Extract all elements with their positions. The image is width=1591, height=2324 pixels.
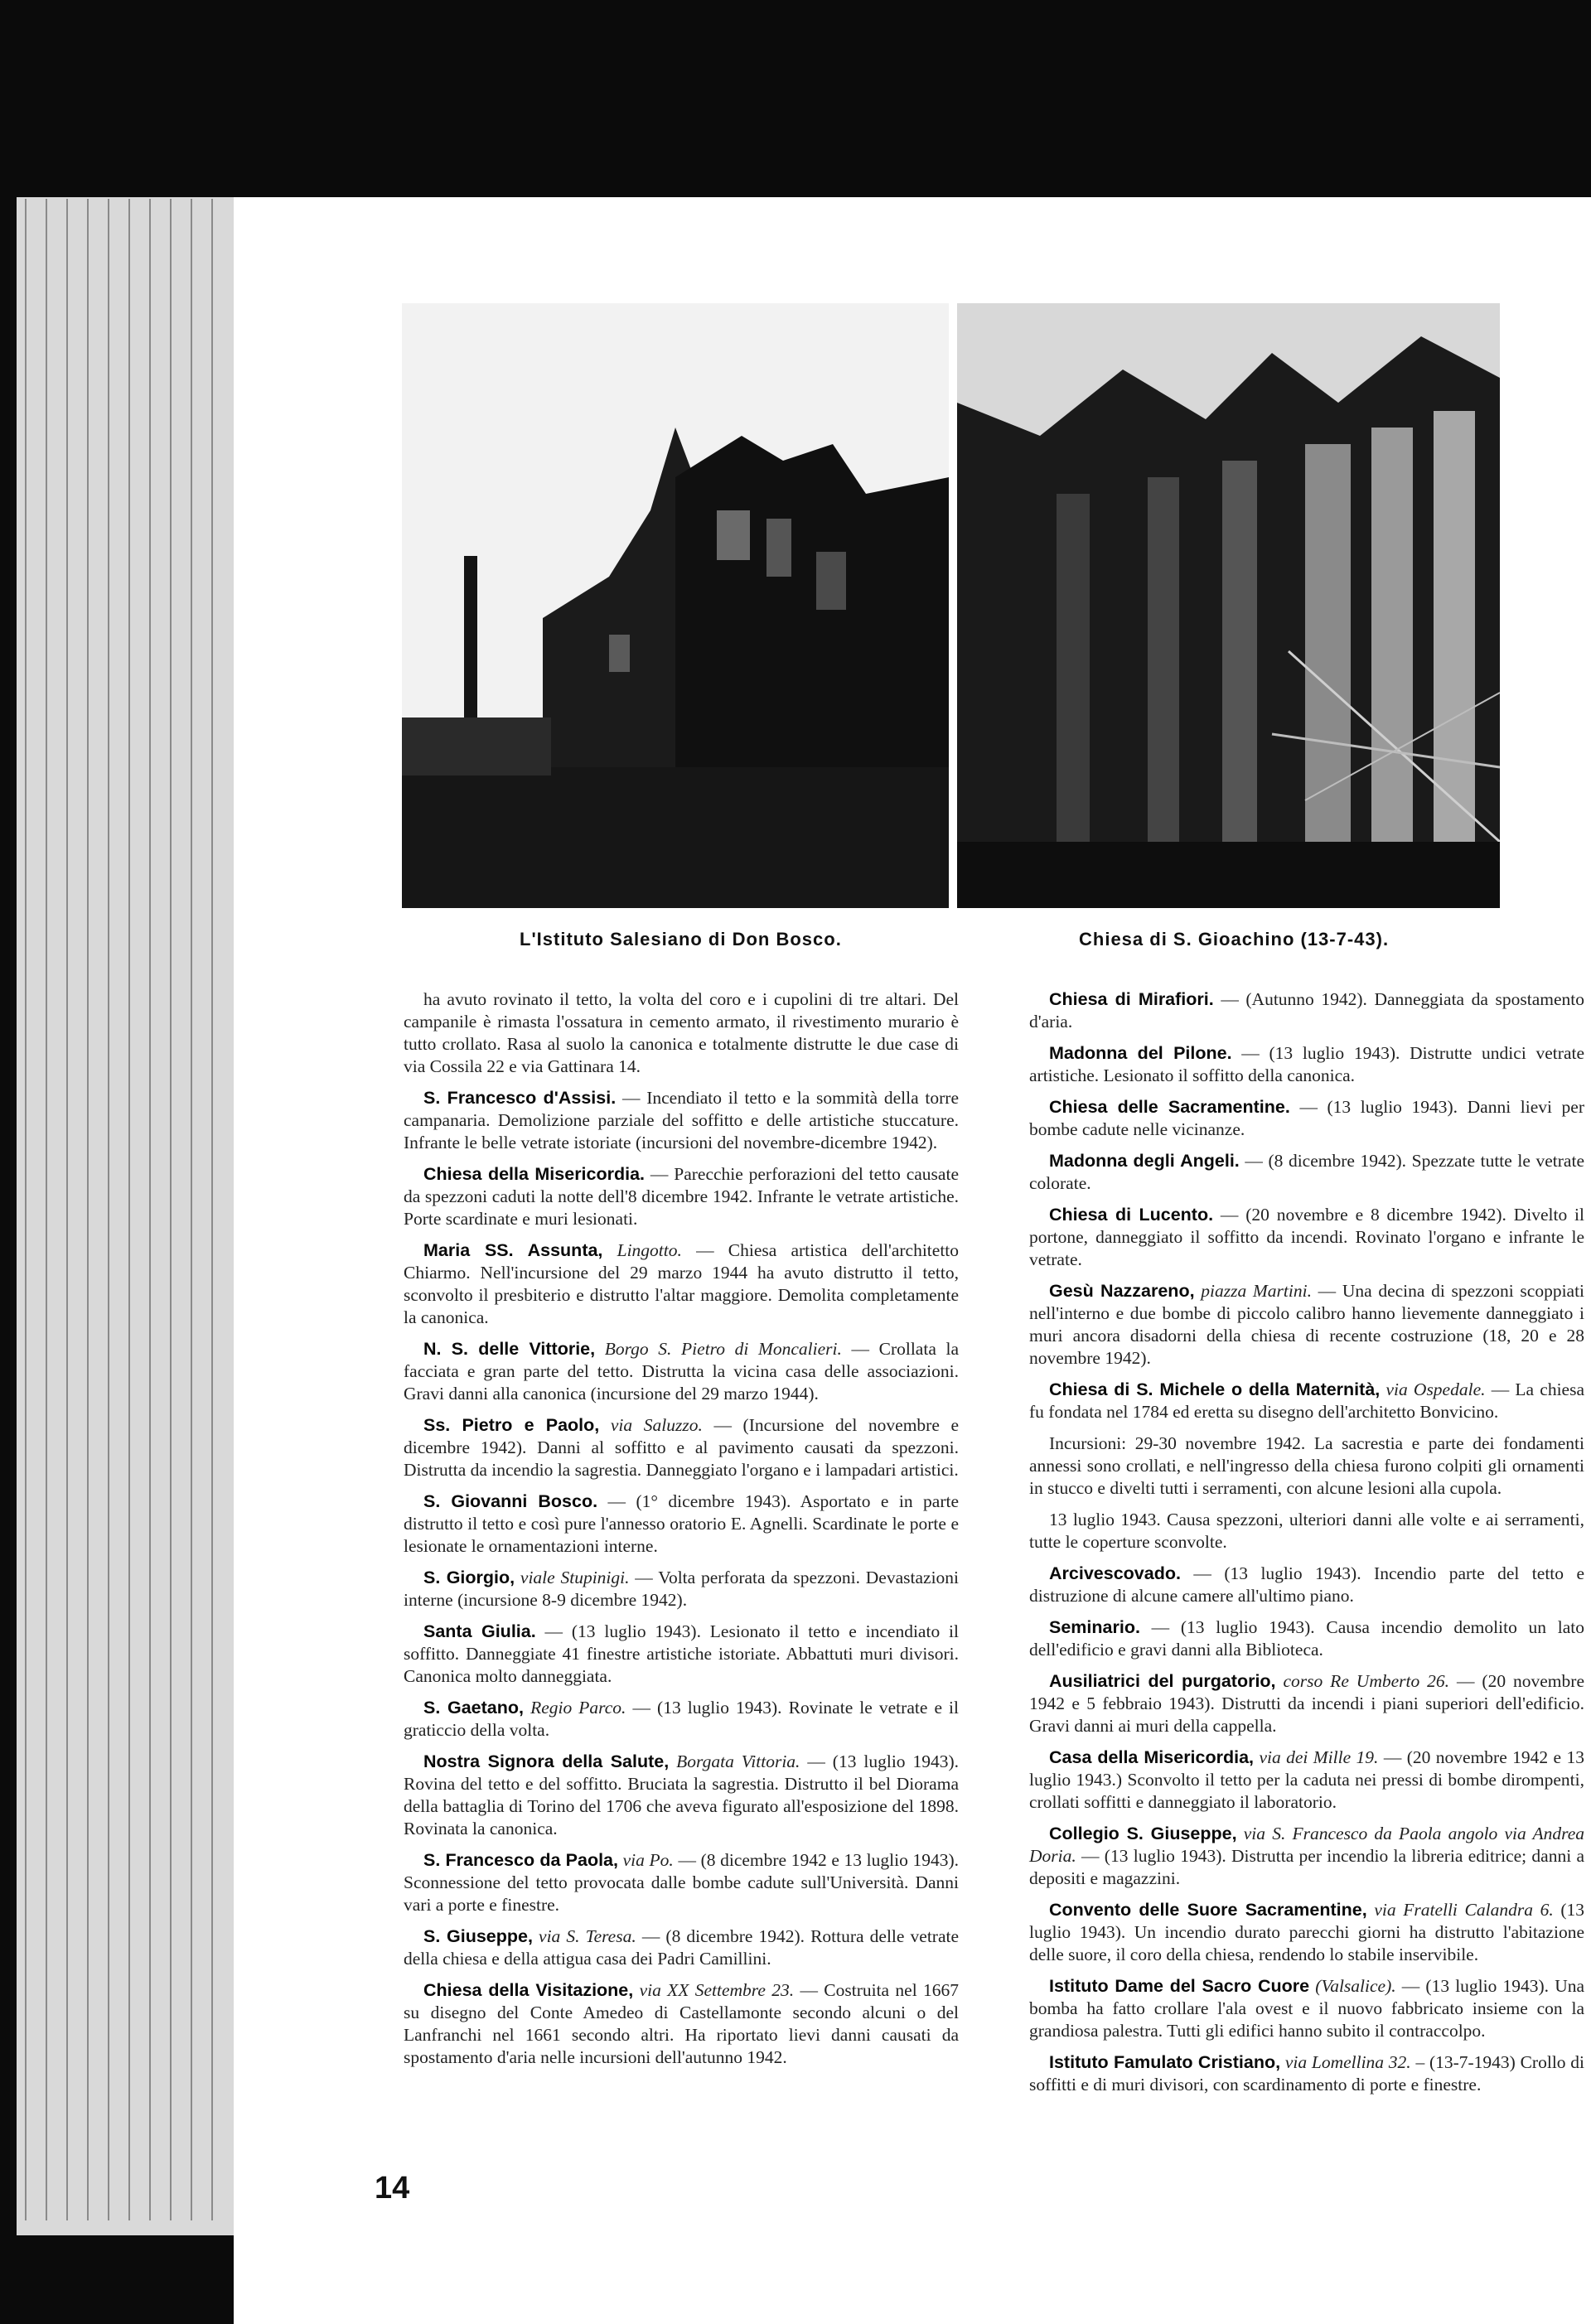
page-edge-line [191,199,192,2220]
entry-text: — (20 novembre e 8 dicembre 1942). Divelto il portone, danneggiato il soffitto da incendi. Rovinato l'organo e infrante le vetrate. [1029,1205,1585,1269]
entry-paragraph [404,1338,959,1405]
entry-paragraph [404,1567,959,1611]
entry-title: Casa della Misericordia, [1049,1747,1255,1767]
entry-paragraph [404,1621,959,1688]
entry-location: via Lomellina 32. [1284,2052,1411,2072]
page-edge-line [170,199,172,2220]
entry-location: Borgo S. Pietro di Moncalieri. [604,1339,842,1359]
entry-title: Istituto Famulato Cristiano, [1049,2052,1281,2072]
entry-text: — (13 luglio 1943). Distrutta per incendio la libreria editrice; danni a depositi e magazzini. [1029,1846,1585,1888]
entry-location: Lingotto. [617,1240,682,1260]
entry-location: piazza Martini. [1201,1281,1312,1301]
entry-text: — (13 luglio 1943). Una bomba ha fatto crollare l'ala ovest e il nuovo fabbricato insieme con la grandiosa palestra. Tutti gli edifici hanno subito il contraccolpo. [1029,1976,1585,2041]
entry-paragraph [404,1239,959,1329]
entry-paragraph [1029,1563,1584,1607]
book-shadow-top [0,0,1591,197]
entry-text: – (13-7-1943) Crollo di soffitti e di muri divisori, con scardinamento di porte e finestre. [1029,2052,1585,2094]
entry-location: via Fratelli Calandra 6. [1374,1900,1554,1920]
entry-text: — (8 dicembre 1942). Rottura delle vetrate della chiesa e della attigua casa dei Padri Camillini. [404,1926,960,1969]
entry-title: Chiesa della Visitazione, [423,1980,634,2000]
entry-title: N. S. delle Vittorie, [423,1339,596,1359]
page-number: 14 [375,2171,410,2206]
entry-paragraph [1029,1616,1584,1661]
entry-title: Gesù Nazzareno, [1049,1281,1195,1301]
entry-location: viale Stupinigi. [520,1568,630,1587]
entry-title: Istituto Dame del Sacro Cuore [1049,1976,1310,1996]
entry-paragraph [1029,1509,1584,1553]
entry-text: — Costruita nel 1667 su disegno del Conte Amedeo di Castellamonte secondo alcuni o del Lanfranchi nel 1661 secondo altri. Ha riportato lievi danni causati da spostamento d'aria nelle incursioni dell'autunno 1942. [404,1980,959,2067]
entry-text: — (8 dicembre 1942 e 13 luglio 1943). Sconnessione del tetto provocata dalle bombe cadute sull'Università. Danni vari a porte e finestre. [404,1850,960,1915]
page-edge-line [46,199,47,2220]
entry-title: Ausiliatrici del purgatorio, [1049,1671,1276,1691]
entry-title: Madonna degli Angeli. [1049,1151,1240,1171]
entry-text: — (13 luglio 1943). Rovinate le vetrate e il graticcio della volta. [404,1698,960,1740]
entry-text: — (8 dicembre 1942). Spezzate tutte le vetrate colorate. [1029,1151,1584,1193]
page-edges [17,197,234,2235]
entry-paragraph [1029,1747,1584,1814]
entry-text: (13 luglio 1943). Un incendio durato parecchi giorni ha distrutto l'abitazione delle suore, il coro della chiesa, rendendo lo stabile inservibile. [1029,1900,1584,1964]
photo-strip [402,303,1500,908]
entry-title: Ss. Pietro e Paolo, [423,1415,600,1435]
entry-title: S. Gaetano, [423,1698,524,1718]
entry-location: (Valsalice). [1315,1976,1396,1996]
entry-text: — (13 luglio 1943). Danni lievi per bombe cadute nelle vicinanze. [1029,1097,1584,1139]
book-page [234,197,1591,2324]
entry-location: via dei Mille 19. [1259,1747,1379,1767]
entry-text: Incursioni: 29-30 novembre 1942. La sacrestia e parte dei fondamenti annessi sono crollati, e nell'ingresso della chiesa furono colpiti gli ornamenti in stucco e divelti tutti i serramenti, con alcune lesioni alla cupola. [1029,1433,1584,1498]
entry-title: S. Francesco da Paola, [423,1850,618,1870]
left-photo-caption: L'Istituto Salesiano di Don Bosco. [520,929,842,949]
entry-paragraph [404,1163,959,1230]
page-edge-line [87,199,89,2220]
entry-text: — (1° dicembre 1943). Asportato e in parte distrutto il tetto e così pure l'annesso oratorio E. Agnelli. Scardinate le porte e lesionate le ornamentazioni interne. [404,1491,960,1556]
entry-text: — (Autunno 1942). Danneggiata da spostamento d'aria. [1029,989,1585,1032]
page-edge-line [211,199,213,2220]
entry-title: Arcivescovado. [1049,1563,1181,1583]
entry-title: Chiesa delle Sacramentine. [1049,1097,1290,1117]
entry-text: — (13 luglio 1943). Incendio parte del tetto e distruzione di alcune camere all'ultimo piano. [1029,1563,1585,1606]
entry-paragraph [1029,1433,1584,1500]
entry-paragraph [404,1751,959,1840]
entry-location: via XX Settembre 23. [639,1980,795,2000]
entry-title: Collegio S. Giuseppe, [1049,1824,1237,1843]
entry-text: — (13 luglio 1943). Rovina del tetto e del soffitto. Bruciata la sagrestia. Distrutto il bel Diorama della battaglia di Torino del 1706 che aveva figurato all'esposizione del 1898. Rovinata la canonica. [404,1751,960,1838]
entry-text: ha avuto rovinato il tetto, la volta del coro e i cupolini di tre altari. Del campanile è rimasta l'ossatura in cemento armato, il rivestimento murario è tutto crollato. Rasa al suolo la canonica e totalmente distrutte le due case di via Cossila 22 e via Gattinara 14. [404,989,959,1076]
entry-paragraph [404,1979,959,2069]
entry-title: S. Giuseppe, [423,1926,533,1946]
entry-title: Santa Giulia. [423,1621,536,1641]
entry-text: 13 luglio 1943. Causa spezzoni, ulteriori danni alle volte e ai serramenti, tutte le coperture sconvolte. [1029,1510,1584,1552]
entry-paragraph [1029,1975,1584,2042]
entry-paragraph [1029,1204,1584,1271]
entry-title: Maria SS. Assunta, [423,1240,603,1260]
entry-paragraph [404,1087,959,1154]
page-edge-line [66,199,68,2220]
entry-paragraph [1029,1096,1584,1141]
entry-text: — Chiesa artistica dell'architetto Chiarmo. Nell'incursione del 29 marzo 1944 ha avuto distrutto il tetto, sconvolto il presbiterio e distrutto l'altar maggiore. Demolita completamente la canonica. [404,1240,960,1327]
entry-location: via Po. [622,1850,674,1870]
entry-paragraph [1029,1823,1584,1890]
entry-title: Chiesa di S. Michele o della Maternità, [1049,1379,1381,1399]
entry-paragraph [1029,1042,1584,1087]
entry-location: via Ospedale. [1385,1379,1486,1399]
entry-paragraph [1029,1150,1584,1195]
entry-text: — (20 novembre 1942 e 13 luglio 1943.) Sconvolto il tetto per la caduta nei pressi di bombe dirompenti, crollati soffitti e danneggiato il laboratorio. [1029,1747,1585,1812]
page-edge-line [128,199,130,2220]
entry-location: via Saluzzo. [610,1415,703,1435]
entry-location: corso Re Umberto 26. [1283,1671,1450,1691]
entry-text: — La chiesa fu fondata nel 1784 ed eretta su disegno dell'architetto Bonvicino. [1029,1379,1584,1422]
entry-paragraph [404,988,959,1078]
ruined-church-interior-photo [957,303,1500,908]
entry-paragraph [404,1697,959,1742]
entry-text: — Una decina di spezzoni scoppiati nell'interno e due bombe di piccolo calibro hanno lievemente danneggiato i muri ancora disadorni della chiesa di recente costruzione (18, 20 e 28 novembre 1942). [1029,1281,1585,1368]
entry-location: Regio Parco. [530,1698,626,1718]
entry-text: — Volta perforata da spezzoni. Devastazioni interne (incursione 8-9 dicembre 1942). [404,1568,960,1610]
entry-title: Seminario. [1049,1617,1140,1637]
left-text-column [404,988,959,2078]
entry-text: — (13 luglio 1943). Lesionato il tetto e incendiato il soffitto. Danneggiate 41 finestre artistiche istoriate. Abbattuti muri divisori. Canonica molto danneggiata. [404,1621,959,1686]
entry-paragraph [404,1849,959,1916]
entry-paragraph [1029,1379,1584,1423]
entry-text: — (20 novembre 1942 e 5 febbraio 1943). Distrutti da incendi i piani superiori dell'edificio. Gravi danni ai muri della cappella. [1029,1671,1584,1736]
page-edge-line [25,199,27,2220]
entry-text: — Incendiato il tetto e la sommità della torre campanaria. Demolizione parziale del soffitto e delle artistiche stuccature. Infrante le belle vetrate istoriate (incursioni del novembre-dicembre 1942). [404,1088,959,1152]
entry-text: — Parecchie perforazioni del tetto causate da spezzoni caduti la notte dell'8 dicembre 1942. Infrante le vetrate artistiche. Porte scardinate e muri lesionati. [404,1164,959,1229]
ruined-building-photo [402,303,949,908]
right-photo-caption: Chiesa di S. Gioachino (13-7-43). [1079,929,1390,949]
entry-text: — (13 luglio 1943). Causa incendio demolito un lato dell'edificio e gravi danni alla Biblioteca. [1029,1617,1584,1660]
entry-title: Chiesa di Mirafiori. [1049,989,1214,1009]
entry-title: Madonna del Pilone. [1049,1043,1232,1063]
entry-title: S. Giorgio, [423,1568,515,1587]
entry-paragraph [1029,1899,1584,1966]
page-edge-line [149,199,151,2220]
entry-title: Chiesa di Lucento. [1049,1205,1214,1225]
entry-title: S. Francesco d'Assisi. [423,1088,617,1108]
entry-paragraph [1029,1670,1584,1737]
entry-paragraph [1029,988,1584,1033]
entry-text: — (Incursione del novembre e dicembre 1942). Danni al soffitto e al pavimento causati da spezzoni. Distrutta da incendio la sagrestia. Danneggiato l'organo e i lampadari artistici. [404,1415,960,1480]
entry-paragraph [1029,2051,1584,2096]
entry-title: Chiesa della Misericordia. [423,1164,646,1184]
entry-paragraph [404,1491,959,1558]
entry-title: Convento delle Suore Sacramentine, [1049,1900,1367,1920]
entry-location: via S. Teresa. [539,1926,636,1946]
entry-paragraph [404,1414,959,1481]
entry-title: S. Giovanni Bosco. [423,1491,598,1511]
entry-text: — (13 luglio 1943). Distrutte undici vetrate artistiche. Lesionato il soffitto della canonica. [1029,1043,1585,1085]
entry-title: Nostra Signora della Salute, [423,1751,670,1771]
entry-text: — Crollata la facciata e gran parte del tetto. Distrutta la vicina casa delle associazioni. Gravi danni alla canonica (incursione del 29 marzo 1944). [404,1339,959,1404]
entry-paragraph [1029,1280,1584,1370]
entry-location: Borgata Vittoria. [676,1751,800,1771]
page-edge-line [108,199,109,2220]
entry-paragraph [404,1925,959,1970]
right-text-column [1029,988,1584,2105]
entry-location: via S. Francesco da Paola angolo via Andrea Doria. [1029,1824,1585,1866]
